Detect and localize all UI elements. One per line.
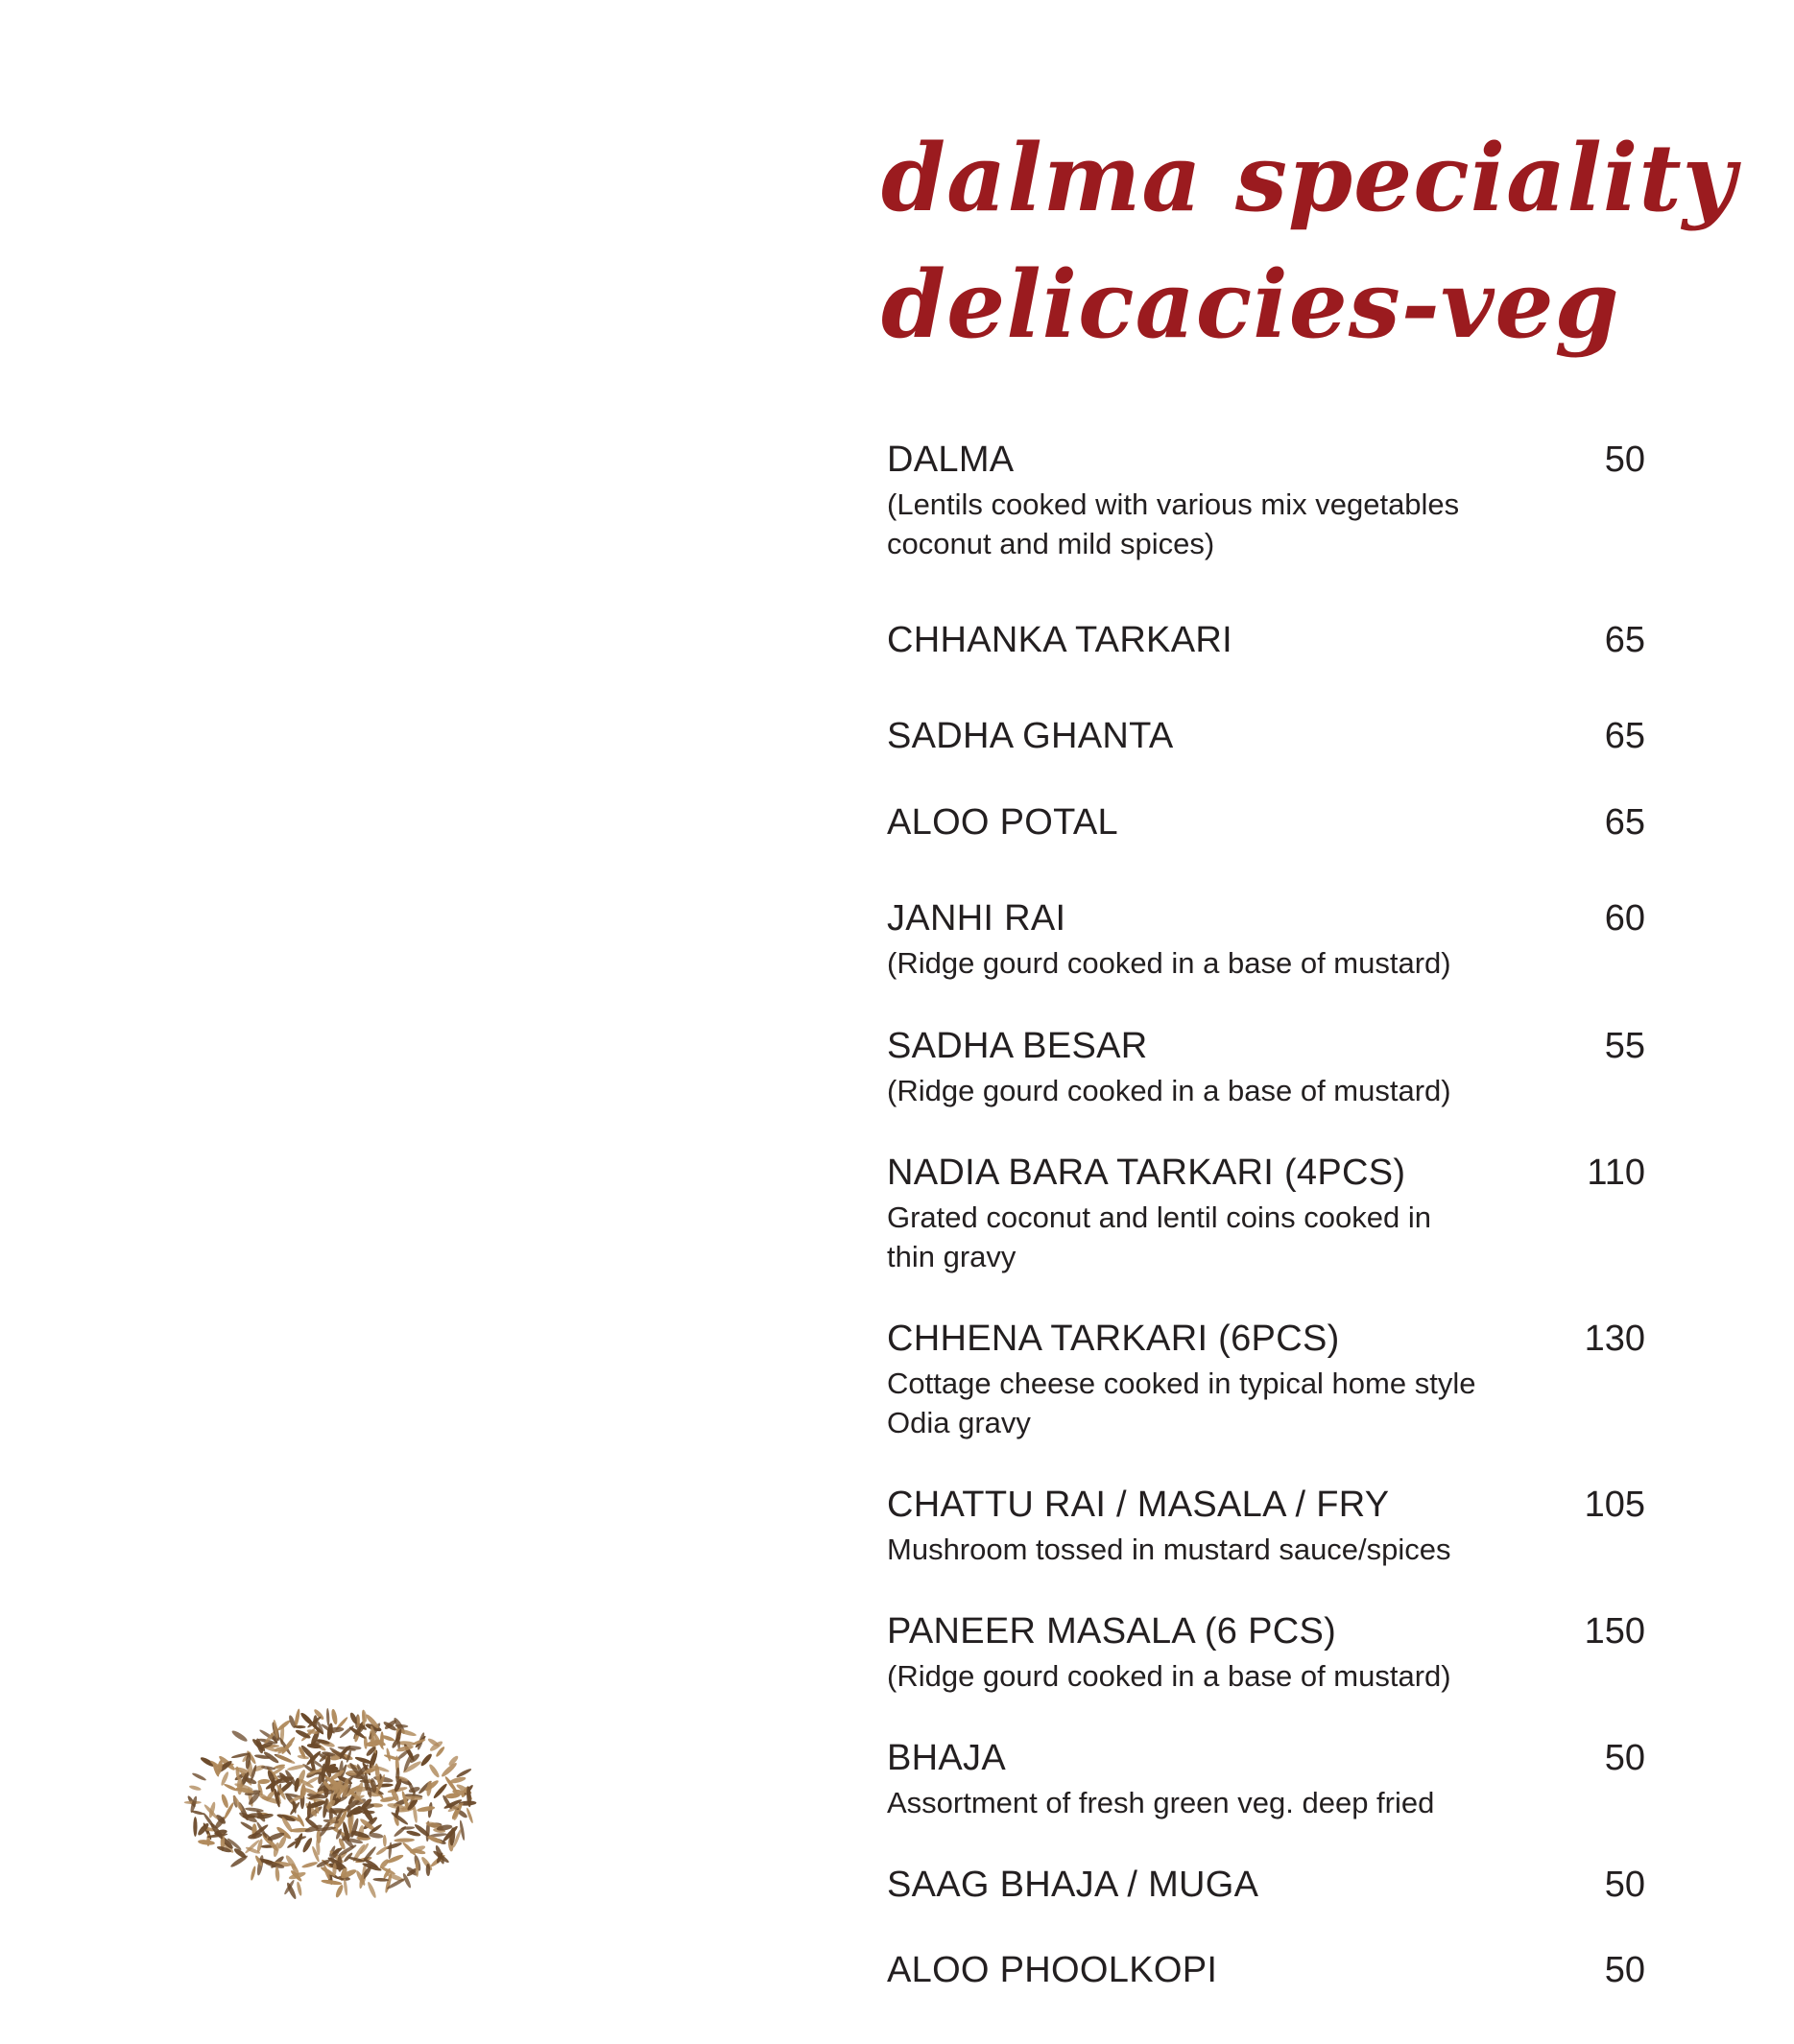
menu-list (887, 437, 1645, 1993)
cumin-seed (275, 1866, 280, 1882)
item-name: BHAJA (887, 1738, 1006, 1778)
item-name: CHHENA TARKARI (6PCS) (887, 1319, 1340, 1359)
cumin-seed (367, 1881, 378, 1899)
item-name: NADIA BARA TARKARI (4PCS) (887, 1153, 1406, 1193)
item-name: PANEER MASALA (6 PCS) (887, 1611, 1337, 1652)
cumin-seed (390, 1811, 409, 1826)
menu-item (887, 895, 1645, 983)
cumin-seed (220, 1794, 229, 1809)
item-description: (Ridge gourd cooked in a base of mustard) (887, 946, 1451, 980)
cumin-seed (412, 1805, 418, 1823)
cumin-seed (372, 1878, 389, 1882)
item-name: SADHA BESAR (887, 1026, 1148, 1066)
cumin-seed (294, 1832, 304, 1849)
item-name: SAAG BHAJA / MUGA (887, 1865, 1259, 1905)
item-price: 65 (1604, 620, 1645, 660)
cumin-seed (330, 1708, 338, 1724)
menu-item (887, 799, 1645, 845)
menu-item (887, 1947, 1645, 1993)
cumin-seed (406, 1830, 421, 1838)
menu-item (887, 1862, 1645, 1908)
menu-item (887, 713, 1645, 759)
cumin-seed (230, 1729, 249, 1744)
item-price: 50 (1604, 1738, 1645, 1778)
item-name: CHHANKA TARKARI (887, 620, 1232, 660)
menu-item (887, 437, 1645, 563)
item-name: ALOO PHOOLKOPI (887, 1950, 1218, 1990)
item-name: ALOO POTAL (887, 802, 1118, 843)
item-price: 130 (1584, 1319, 1645, 1359)
item-price: 110 (1587, 1153, 1645, 1193)
item-description: (Ridge gourd cooked in a base of mustard) (887, 1074, 1451, 1107)
cumin-seed (191, 1810, 204, 1816)
cumin-seed (301, 1837, 314, 1854)
cumin-seed (191, 1771, 206, 1781)
item-name: JANHI RAI (887, 898, 1066, 939)
menu-item (887, 617, 1645, 663)
cumin-seed (275, 1753, 296, 1765)
cumin-seed (250, 1866, 256, 1881)
cumin-seed (294, 1725, 305, 1728)
item-description: Grated coconut and lentil coins cooked in thin gravy (887, 1200, 1431, 1273)
item-price: 50 (1604, 1950, 1645, 1990)
menu-item (887, 1735, 1645, 1822)
item-price: 65 (1604, 802, 1645, 843)
cumin-seed (245, 1807, 264, 1813)
item-price: 55 (1604, 1026, 1645, 1066)
menu-item (887, 1482, 1645, 1569)
item-price: 50 (1604, 1865, 1645, 1905)
cumin-seeds-illustration (163, 1670, 499, 1938)
menu-item (887, 1316, 1645, 1442)
cumin-seed (229, 1854, 249, 1868)
item-description: (Ridge gourd cooked in a base of mustard) (887, 1659, 1451, 1693)
cumin-seed (394, 1838, 415, 1842)
cumin-seed (417, 1805, 436, 1813)
cumin-seed (428, 1763, 442, 1778)
item-name: SADHA GHANTA (887, 716, 1174, 756)
item-description: (Lentils cooked with various mix vegetables coconut and mild spices) (887, 487, 1460, 560)
cumin-seed (264, 1860, 285, 1869)
cumin-seed (343, 1878, 348, 1896)
item-name: DALMA (887, 440, 1015, 480)
item-description: Cottage cheese cooked in typical home style Odia gravy (887, 1367, 1476, 1439)
item-price: 150 (1584, 1611, 1645, 1652)
cumin-seed (193, 1817, 197, 1837)
item-description: Assortment of fresh green veg. deep fried (887, 1786, 1435, 1819)
cumin-seed (301, 1861, 319, 1869)
item-price: 60 (1604, 898, 1645, 939)
cumin-seed (334, 1884, 344, 1898)
item-price: 105 (1584, 1485, 1645, 1525)
title-line-1: dalma speciality (881, 124, 1737, 232)
cumin-seed (385, 1842, 402, 1851)
cumin-seed (296, 1881, 302, 1896)
menu-item (887, 1023, 1645, 1110)
cumin-seed (388, 1842, 393, 1859)
menu-item (887, 1608, 1645, 1696)
cumin-seed (357, 1715, 360, 1727)
cumin-seed (326, 1708, 330, 1726)
item-price: 65 (1604, 716, 1645, 756)
cumin-seed (386, 1747, 392, 1762)
cumin-seed (456, 1768, 472, 1779)
item-price: 50 (1604, 440, 1645, 480)
cumin-seed (198, 1839, 215, 1845)
item-description: Mushroom tossed in mustard sauce/spices (887, 1533, 1451, 1566)
title-line-2: delicacies-veg (881, 250, 1620, 359)
cumin-seed (189, 1785, 202, 1792)
menu-item (887, 1150, 1645, 1276)
cumin-seed (375, 1845, 389, 1856)
menu-section-title (881, 115, 1745, 368)
cumin-seeds-pile (184, 1708, 477, 1900)
cumin-seed (380, 1731, 384, 1748)
item-name: CHATTU RAI / MASALA / FRY (887, 1485, 1390, 1525)
